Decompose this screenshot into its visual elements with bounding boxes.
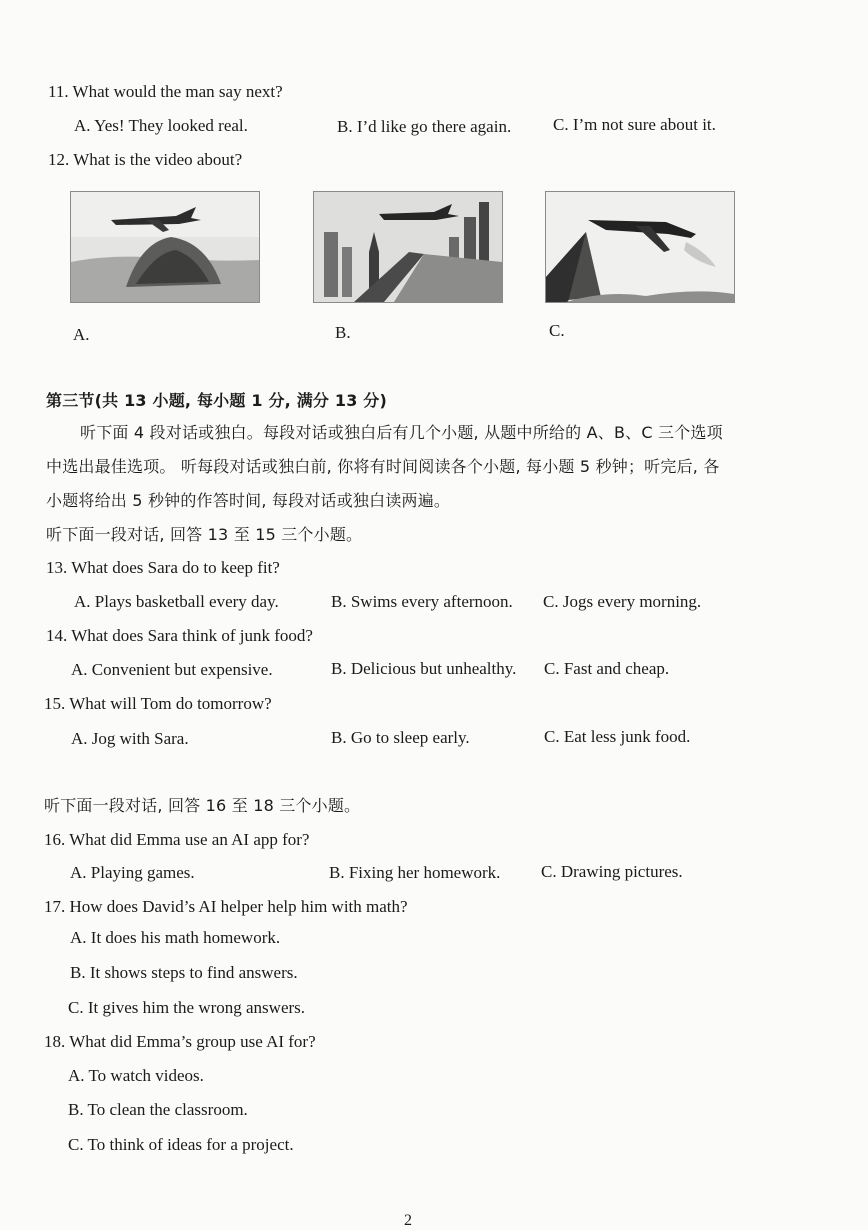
q13-option-c: C. Jogs every morning. [543,592,702,611]
q11-option-a: A. Yes! They looked real. [74,116,248,135]
q12-image-a-jet-over-island [70,191,260,303]
q18-option-c: C. To think of ideas for a project. [68,1135,294,1154]
q14-option-b: B. Delicious but unhealthy. [331,659,517,678]
q11-option-b: B. I’d like go there again. [337,117,512,136]
question-11: 11. What would the man say next? [48,82,283,101]
q15-option-c: C. Eat less junk food. [544,727,691,746]
q16-option-a: A. Playing games. [70,863,195,882]
q16-option-b: B. Fixing her homework. [329,863,501,882]
question-17: 17. How does David’s AI helper help him with math? [44,897,408,916]
q12-label-c: C. [549,321,565,340]
q18-option-a: A. To watch videos. [68,1066,204,1085]
q12-image-b-jet-over-city [313,191,503,303]
question-13: 13. What does Sara do to keep fit? [46,558,280,577]
q12-image-c-jet-over-pyramids [545,191,735,303]
question-15: 15. What will Tom do tomorrow? [44,694,272,713]
question-14: 14. What does Sara think of junk food? [46,626,313,645]
q13-option-a: A. Plays basketball every day. [74,592,279,611]
dialogue-2-intro: 听下面一段对话, 回答 16 至 18 三个小题。 [44,796,361,815]
q17-option-a: A. It does his math homework. [70,928,281,947]
section-3-heading: 第三节(共 13 小题, 每小题 1 分, 满分 13 分) [46,391,388,410]
q12-label-a: A. [73,325,90,344]
section-3-instruction-line-2: 中选出最佳选项。 听每段对话或独白前, 你将有时间阅读各个小题, 每小题 5 秒钟；听完后, 各 [46,457,720,476]
q15-option-a: A. Jog with Sara. [71,729,189,748]
q17-option-c: C. It gives him the wrong answers. [68,998,306,1017]
question-18: 18. What did Emma’s group use AI for? [44,1032,316,1051]
q16-option-c: C. Drawing pictures. [541,862,683,881]
page-number: 2 [404,1212,412,1229]
q14-option-a: A. Convenient but expensive. [71,660,273,679]
q13-option-b: B. Swims every afternoon. [331,592,513,611]
q14-option-c: C. Fast and cheap. [544,659,670,678]
q17-option-b: B. It shows steps to find answers. [70,963,298,982]
q15-option-b: B. Go to sleep early. [331,728,470,747]
question-12: 12. What is the video about? [48,150,243,169]
section-3-instruction-line-3: 小题将给出 5 秒钟的作答时间, 每段对话或独白读两遍。 [46,491,451,510]
q11-option-c: C. I’m not sure about it. [553,115,716,134]
section-3-instruction-line-1: 听下面 4 段对话或独白。每段对话或独白后有几个小题, 从题中所给的 A、B、C 三个选项 [80,423,723,442]
q12-label-b: B. [335,323,351,342]
q18-option-b: B. To clean the classroom. [68,1100,248,1119]
question-16: 16. What did Emma use an AI app for? [44,830,310,849]
dialogue-1-intro: 听下面一段对话, 回答 13 至 15 三个小题。 [46,525,363,544]
